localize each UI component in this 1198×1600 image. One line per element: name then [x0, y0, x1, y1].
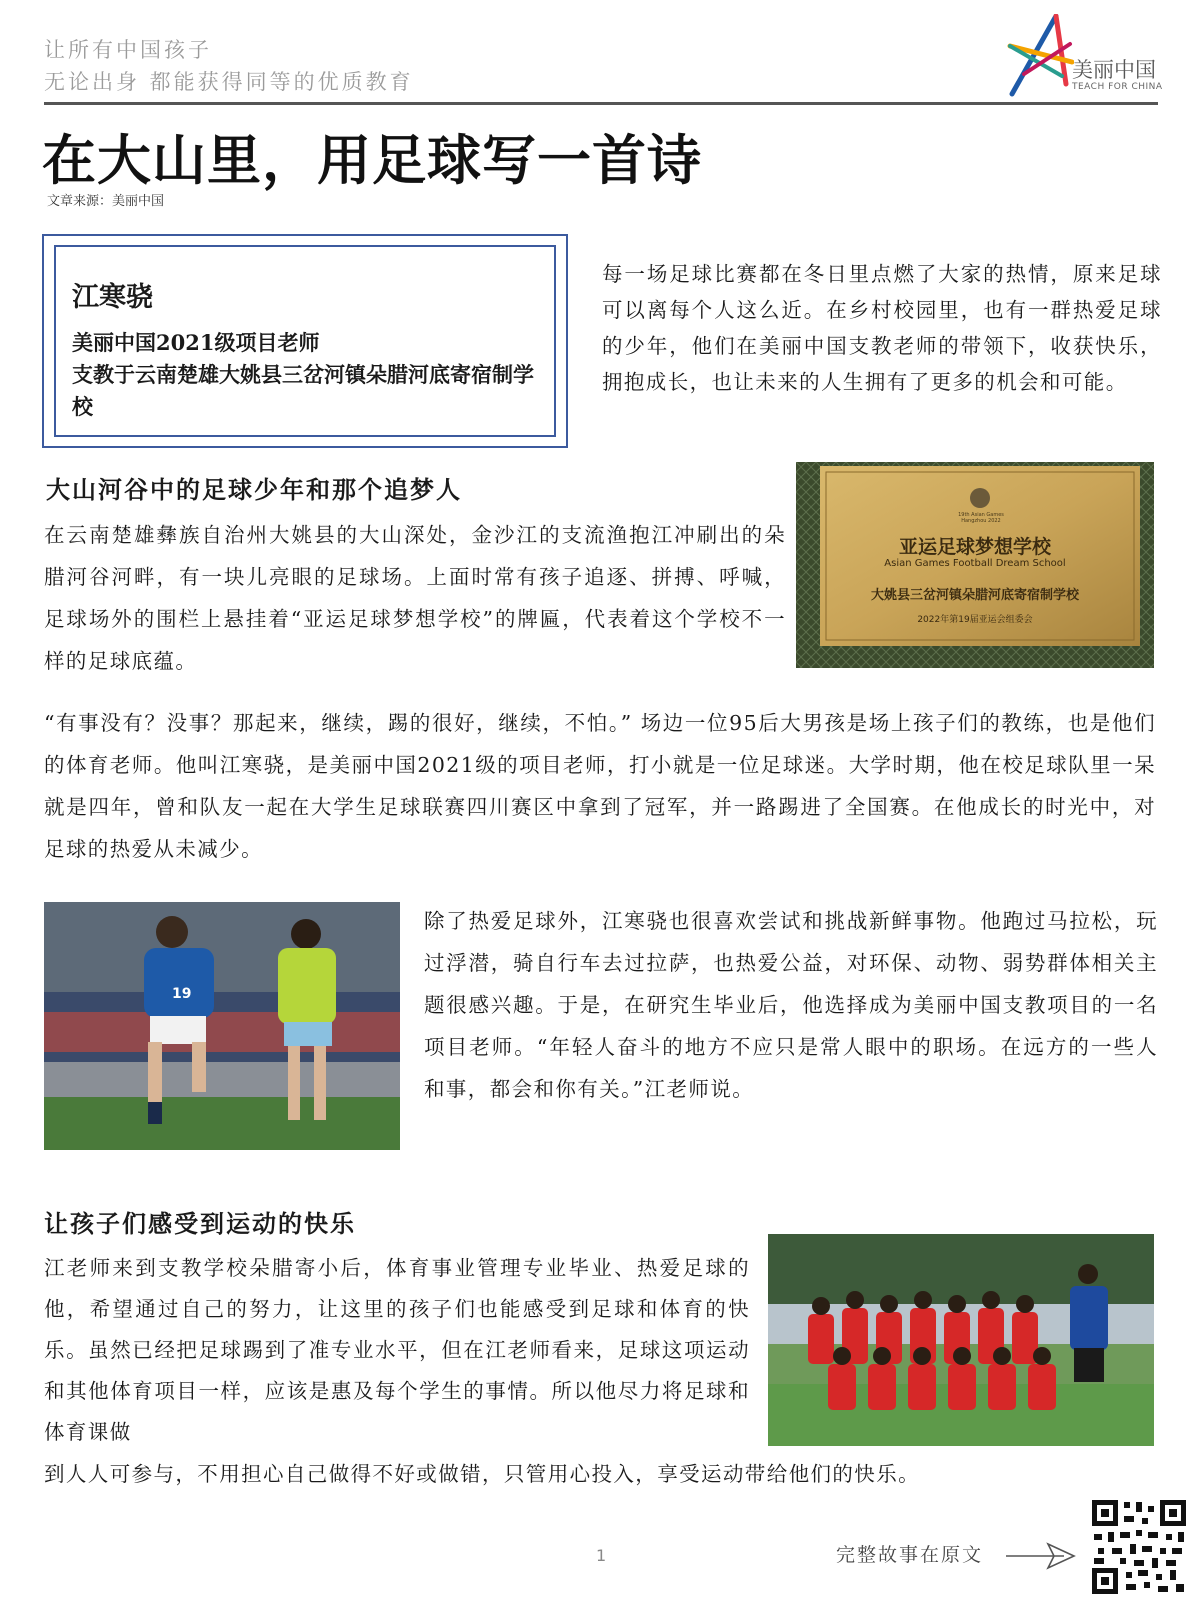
author-school: 支教于云南楚雄大姚县三岔河镇朵腊河底寄宿制学校	[72, 362, 534, 419]
plaque-issuer: 2022年第19届亚运会组委会	[917, 615, 1033, 625]
section2-paragraph1: 江老师来到支教学校朵腊寄小后，体育事业管理专业毕业、热爱足球的他，希望通过自己的努力，让这里的孩子们也能感受到足球和体育的快乐。虽然已经把足球踢到了准专业水平，但在江老师看来，足球这项运动和其他体育项目一样，应该是惠及每个学生的事情。所以他尽力将足球和体育课做	[44, 1256, 750, 1444]
article-title: 在大山里，用足球写一首诗	[42, 129, 702, 192]
section2-paragraph1-end: 到人人可参与，不用担心自己做得不好或做错，只管用心投入，享受运动带给他们的快乐。	[44, 1462, 920, 1486]
teach-for-china-logo	[1004, 14, 1164, 104]
football-players-photo	[44, 902, 400, 1150]
logo-name-en: TEACH FOR CHINA	[1072, 82, 1163, 92]
plaque-title-cn: 亚运足球梦想学校	[898, 536, 1051, 558]
tagline-line1: 让所有中国孩子	[44, 38, 212, 62]
page-number: 1	[596, 1546, 607, 1565]
plaque-photo	[796, 462, 1154, 668]
section1-paragraph1: 在云南楚雄彝族自治州大姚县的大山深处，金沙江的支流渔抱江冲刷出的朵腊河谷河畔，有一块儿亮眼的足球场。上面时常有孩子追逐、拼搏、呼喊，足球场外的围栏上悬挂着“亚运足球梦想学校”的牌匾，代表着这个学校不一样的足球底蕴。	[44, 523, 786, 673]
read-original-cta: 完整故事在原文	[836, 1544, 984, 1566]
bio-inner-frame	[54, 245, 556, 437]
author-bio-box	[42, 234, 568, 448]
section1-paragraph2: “有事没有？没事？那起来，继续，踢的很好，继续，不怕。” 场边一位95后大男孩是场上孩子们的教练，也是他们的体育老师。他叫江寒骁，是美丽中国2021级的项目老师，打小就是一位足球迷。大学时期，他在校足球队里一呆就是四年，曾和队友一起在大学生足球联赛四川赛区中拿到了冠军，并一路踢进了全国赛。在他成长的时光中，对足球的热爱从未减少。	[44, 711, 1156, 861]
plaque-title-en: Asian Games Football Dream School	[884, 558, 1066, 569]
section2-heading: 让孩子们感受到运动的快乐	[44, 1209, 356, 1238]
section1-paragraph3: 除了热爱足球外，江寒骁也很喜欢尝试和挑战新鲜事物。他跑过马拉松，玩过浮潜，骑自行车去过拉萨，也热爱公益，对环保、动物、弱势群体相关主题很感兴趣。于是，在研究生毕业后，他选择成为美丽中国支教项目的一名项目老师。“年轻人奋斗的地方不应只是常人眼中的职场。在远方的一些人和事，都会和你有关。”江老师说。	[424, 909, 1158, 1101]
intro-paragraph: 每一场足球比赛都在冬日里点燃了大家的热情，原来足球可以离每个人这么近。在乡村校园里，也有一群热爱足球的少年，他们在美丽中国支教老师的带领下，收获快乐，拥抱成长，也让未来的人生拥有了更多的机会和可能。	[602, 262, 1162, 394]
author-role: 美丽中国2021级项目老师	[72, 330, 320, 355]
tagline-line2: 无论出身 都能获得同等的优质教育	[44, 70, 414, 94]
plaque-school: 大姚县三岔河镇朵腊河底寄宿制学校	[870, 588, 1079, 603]
plaque-top-small: 19th Asian Games Hangzhou 2022	[958, 512, 1004, 524]
arrow-right-icon	[1004, 1536, 1084, 1576]
section1-heading: 大山河谷中的足球少年和那个追梦人	[46, 475, 462, 504]
author-name: 江寒骁	[72, 282, 153, 313]
qr-code-icon[interactable]	[1090, 1498, 1188, 1596]
jersey-number: 19	[172, 986, 192, 1002]
team-photo	[768, 1234, 1154, 1446]
star-logo-icon	[1004, 14, 1074, 98]
logo-name-cn: 美丽中国	[1072, 58, 1156, 82]
header-divider	[44, 102, 1158, 105]
article-source: 文章来源：美丽中国	[47, 194, 165, 209]
